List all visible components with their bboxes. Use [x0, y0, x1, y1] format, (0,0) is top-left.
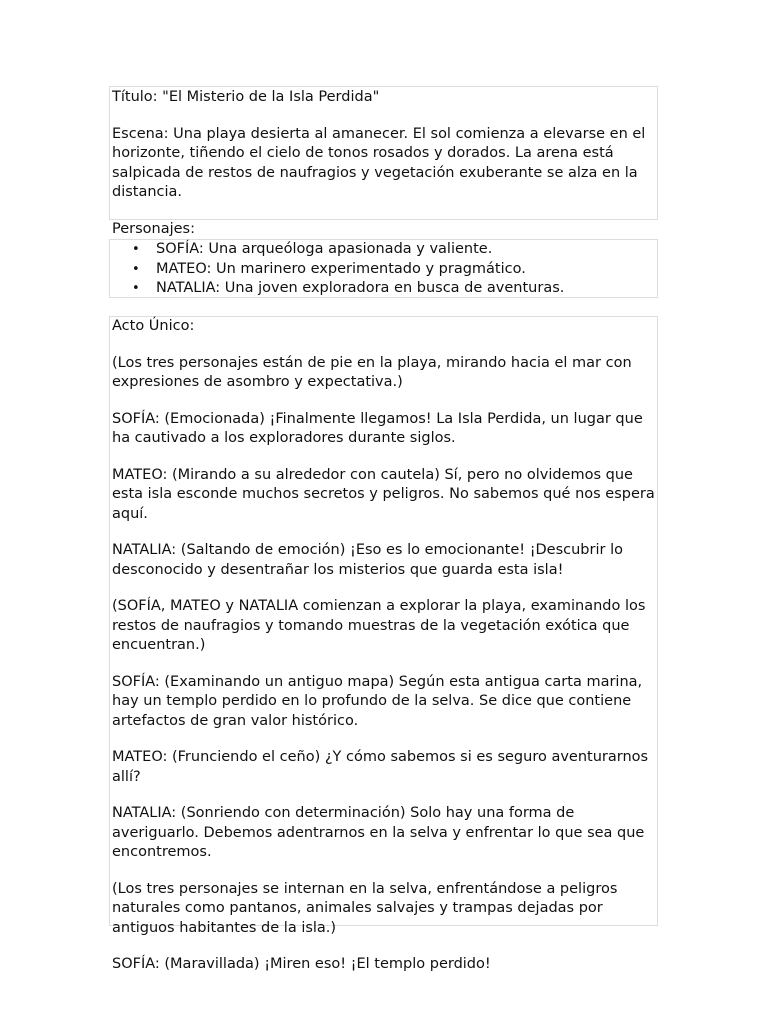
character-item-natalia: • NATALIA: Una joven exploradora en busca de aventuras. [112, 279, 655, 299]
dialogue-line: MATEO: (Mirando a su alrededor con cautela) Sí, pero no olvidemos que esta isla esconde muchos secretos y peligros. No sabemos qué nos espera aquí. [112, 466, 655, 522]
scene-description: Escena: Una playa desierta al amanecer. El sol comienza a elevarse en el horizonte, tiñendo el cielo de tonos rosados y dorados. La arena está salpicada de restos de naufragios y vegetación exuberante se alza en la distancia. [112, 125, 646, 200]
characters-list [112, 240, 655, 299]
characters-label: Personajes: [112, 220, 195, 237]
stage-direction: (SOFÍA, MATEO y NATALIA comienzan a explorar la playa, examinando los restos de naufragios y tomando muestras de la vegetación exótica que encuentran.) [112, 598, 646, 653]
character-item-mateo: • MATEO: Un marinero experimentado y pragmático. [112, 260, 655, 280]
dialogue-line: MATEO: (Frunciendo el ceño) ¿Y cómo sabemos si es seguro aventurarnos allí? [112, 749, 649, 785]
stage-direction: (Los tres personajes están de pie en la playa, mirando hacia el mar con expresiones de asombro y expectativa.) [112, 354, 632, 390]
dialogue-line: NATALIA: (Saltando de emoción) ¡Eso es lo emocionante! ¡Descubrir lo desconocido y desentrañar los misterios que guarda esta isla! [112, 542, 623, 578]
dialogue-line: SOFÍA: (Examinando un antiguo mapa) Según esta antigua carta marina, hay un templo perdido en lo profundo de la selva. Se dice que contiene artefactos de gran valor histórico. [112, 673, 643, 729]
dialogue-line: SOFÍA: (Emocionada) ¡Finalmente llegamos! La Isla Perdida, un lugar que ha cautivado a los exploradores durante siglos. [112, 410, 643, 446]
intro-block [109, 86, 658, 237]
dialogue-line: SOFÍA: (Maravillada) ¡Miren eso! ¡El templo perdido! [112, 956, 491, 972]
act-block [109, 316, 658, 972]
dialogue-line: NATALIA: (Sonriendo con determinación) Solo hay una forma de averiguarlo. Debemos adentrarnos en la selva y enfrentar lo que sea que encontremos. [112, 805, 645, 860]
characters-list-block [109, 239, 658, 298]
stage-direction: (Los tres personajes se internan en la selva, enfrentándose a peligros naturales como pantanos, animales salvajes y trampas dejadas por antiguos habitantes de la isla.) [112, 880, 618, 936]
act-title: Acto Único: [112, 318, 195, 334]
character-item-sofia: • SOFÍA: Una arqueóloga apasionada y valiente. [112, 240, 655, 260]
script-title: Título: "El Misterio de la Isla Perdida" [112, 89, 380, 105]
